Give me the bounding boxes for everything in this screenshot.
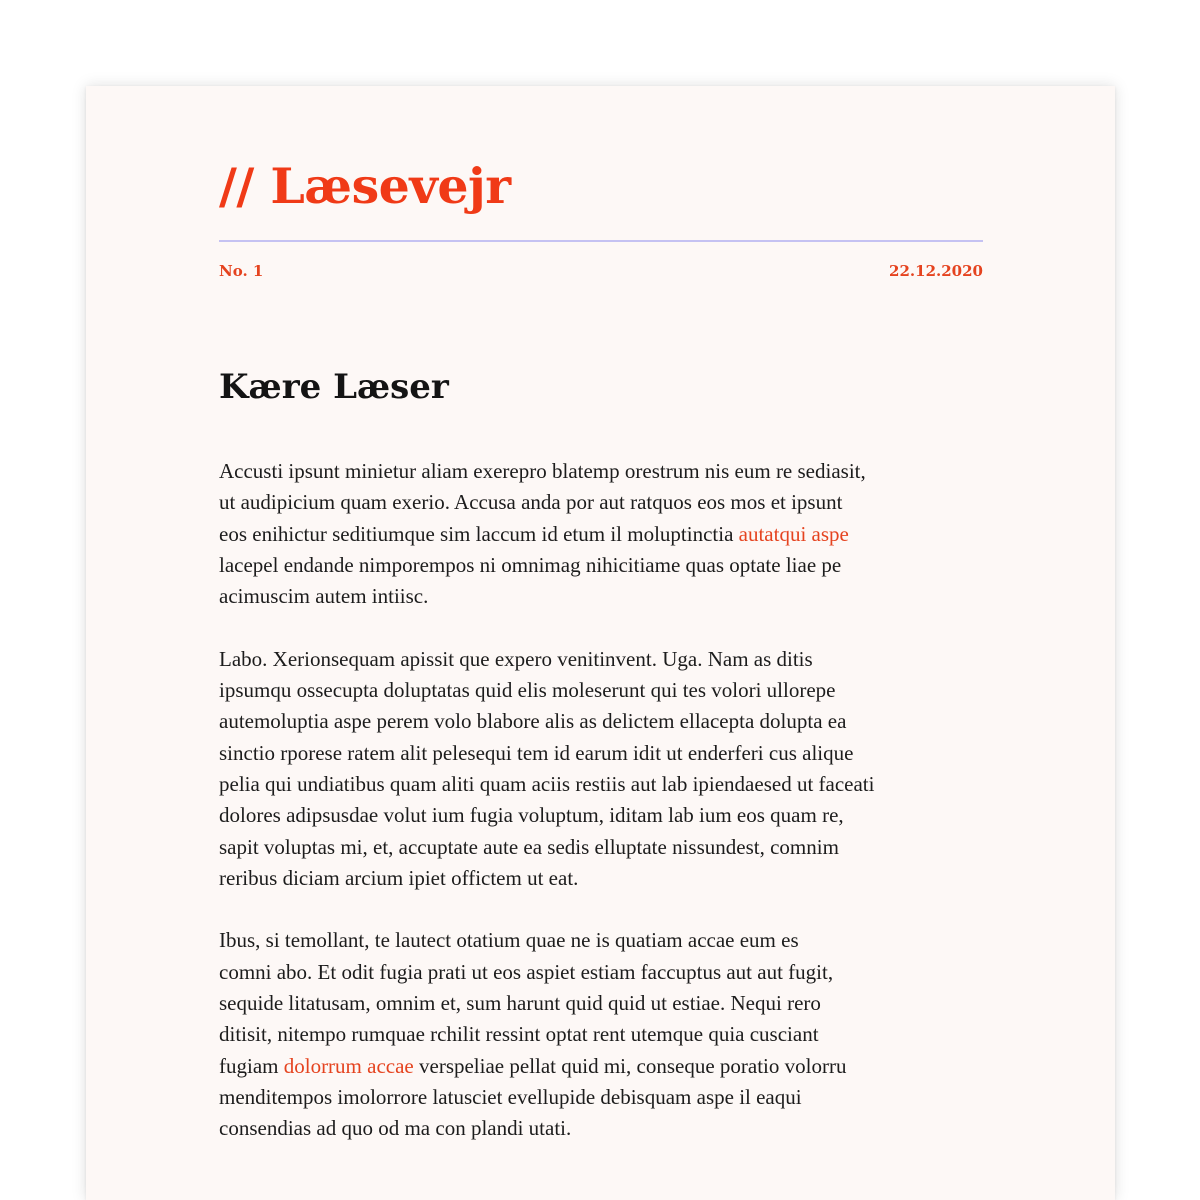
- inline-link-autatqui-aspe[interactable]: autatqui aspe: [738, 521, 849, 546]
- paragraph-2: [219, 644, 983, 894]
- paragraph-1: [219, 456, 983, 612]
- letter-body: [219, 456, 983, 1176]
- text-line: sequide litatusam, omnim et, sum harunt quid quid ut estiae. Nequi rero: [219, 991, 821, 1016]
- issue-date: 22.12.2020: [889, 262, 983, 280]
- newsletter-page: [86, 86, 1115, 1200]
- masthead-divider: [219, 240, 983, 242]
- issue-number: No. 1: [219, 262, 264, 280]
- text-line: ditisit, nitempo rumquae rchilit ressint optat rent utemque quia cusciant: [219, 1022, 819, 1047]
- text-line: autemoluptia aspe perem volo blabore alis as delictem ellacepta dolupta ea: [219, 709, 847, 734]
- text-segment: eos enihictur seditiumque sim laccum id etum il moluptinctia: [219, 521, 739, 546]
- text-line: lacepel endande nimporempos ni omnimag nihicitiame quas optate liae pe: [219, 552, 842, 577]
- text-line: Accusti ipsunt minietur aliam exerepro blatemp orestrum nis eum re sediasit,: [219, 459, 866, 483]
- text-line: sinctio rporese ratem alit pelesequi tem id earum idit ut enderferi cus alique: [219, 740, 854, 765]
- text-line: comni abo. Et odit fugia prati ut eos aspiet estiam faccuptus aut aut fugit,: [219, 959, 834, 984]
- text-line: reribus diciam arcium ipiet offictem ut eat.: [219, 865, 579, 890]
- text-segment: verspeliae pellat quid mi, conseque poratio volorru: [413, 1053, 847, 1078]
- text-segment: fugiam: [219, 1053, 284, 1078]
- text-line: sapit voluptas mi, et, accuptate aute ea sedis elluptate nissundest, comnim: [219, 834, 839, 859]
- text-line: [219, 1051, 983, 1082]
- inline-link-dolorrum-accae[interactable]: dolorrum accae: [283, 1053, 414, 1078]
- text-line: Ibus, si temollant, te lautect otatium quae ne is quatiam accae eum es: [219, 928, 799, 953]
- text-line: [219, 519, 983, 550]
- paragraph-3: [219, 925, 983, 1144]
- letter-heading: Kære Læser: [219, 367, 449, 407]
- text-line: Labo. Xerionsequam apissit que expero venitinvent. Uga. Nam as ditis: [219, 646, 813, 671]
- text-line: ut audipicium quam exerio. Accusa anda por aut ratquos eos mos et ipsunt: [219, 490, 843, 515]
- text-line: menditempos imolorrore latusciet evellupide debisquam aspe il eaqui: [219, 1084, 802, 1109]
- text-line: consendias ad quo od ma con plandi utati.: [219, 1116, 572, 1141]
- masthead-title: // Læsevejr: [219, 157, 511, 215]
- text-line: pelia qui undiatibus quam aliti quam aciis restiis aut lab ipiendaesed ut faceati: [219, 771, 875, 796]
- text-line: dolores adipsusdae volut ium fugia voluptum, iditam lab ium eos quam re,: [219, 803, 844, 828]
- text-line: acimuscim autem intiisc.: [219, 584, 429, 609]
- text-line: ipsumqu ossecupta doluptatas quid elis moleserunt qui tes volori ullorepe: [219, 678, 836, 703]
